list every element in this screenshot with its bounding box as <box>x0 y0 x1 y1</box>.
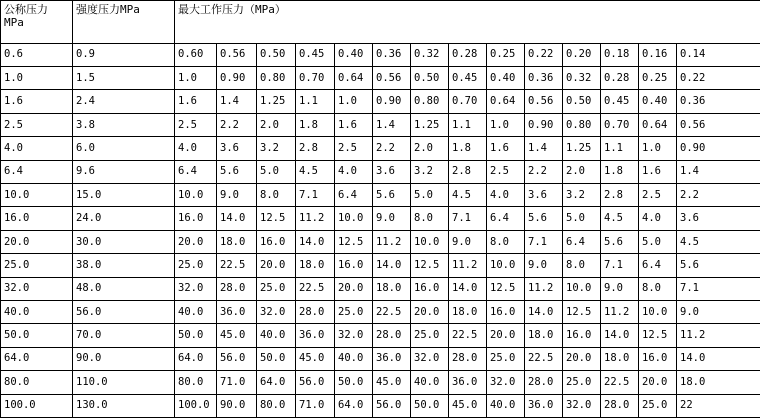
working-pressure-cell: 80.0 <box>257 394 296 417</box>
working-pressure-cell: 9.0 <box>601 277 639 300</box>
working-pressure-cell: 28.0 <box>601 394 639 417</box>
working-pressure-cell: 0.32 <box>411 43 449 66</box>
working-pressure-cell: 16.0 <box>257 230 296 253</box>
working-pressure-cell: 0.40 <box>639 90 677 113</box>
test-pressure-cell: 70.0 <box>73 324 175 347</box>
working-pressure-cell: 2.5 <box>639 184 677 207</box>
working-pressure-cell: 0.56 <box>217 43 257 66</box>
working-pressure-cell: 45.0 <box>373 371 411 394</box>
working-pressure-cell: 14.0 <box>525 301 563 324</box>
working-pressure-cell: 0.25 <box>639 67 677 90</box>
working-pressure-cell: 14.0 <box>601 324 639 347</box>
test-pressure-cell: 15.0 <box>73 184 175 207</box>
working-pressure-cell: 0.56 <box>373 67 411 90</box>
working-pressure-cell: 0.18 <box>601 43 639 66</box>
nominal-pressure-cell: 25.0 <box>1 254 73 277</box>
working-pressure-cell: 16.0 <box>335 254 373 277</box>
working-pressure-cell: 1.25 <box>411 113 449 136</box>
working-pressure-cell: 71.0 <box>296 394 335 417</box>
nominal-pressure-cell: 10.0 <box>1 184 73 207</box>
working-pressure-cell: 0.60 <box>175 43 217 66</box>
table-row <box>1 371 760 394</box>
table-row <box>1 43 760 66</box>
working-pressure-cell: 4.0 <box>487 184 525 207</box>
working-pressure-cell: 5.6 <box>217 160 257 183</box>
working-pressure-cell: 2.8 <box>449 160 487 183</box>
working-pressure-cell: 18.0 <box>449 301 487 324</box>
working-pressure-cell: 3.2 <box>563 184 601 207</box>
working-pressure-cell: 7.1 <box>601 254 639 277</box>
nominal-pressure-cell: 50.0 <box>1 324 73 347</box>
working-pressure-cell: 25.0 <box>563 371 601 394</box>
working-pressure-cell: 2.8 <box>601 184 639 207</box>
test-pressure-cell: 130.0 <box>73 394 175 417</box>
working-pressure-cell: 0.70 <box>601 113 639 136</box>
working-pressure-cell: 5.0 <box>563 207 601 230</box>
working-pressure-cell: 36.0 <box>217 301 257 324</box>
working-pressure-cell: 18.0 <box>525 324 563 347</box>
working-pressure-cell: 0.25 <box>487 43 525 66</box>
working-pressure-cell: 2.2 <box>373 137 411 160</box>
table-row <box>1 324 760 347</box>
working-pressure-cell: 25.0 <box>335 301 373 324</box>
nominal-pressure-cell: 64.0 <box>1 347 73 370</box>
nominal-pressure-header-line-2: MPa <box>4 16 24 29</box>
working-pressure-cell: 1.8 <box>296 113 335 136</box>
nominal-pressure-cell: 32.0 <box>1 277 73 300</box>
working-pressure-cell: 0.20 <box>563 43 601 66</box>
working-pressure-cell: 2.5 <box>175 113 217 136</box>
working-pressure-cell: 18.0 <box>601 347 639 370</box>
working-pressure-cell: 0.50 <box>411 67 449 90</box>
working-pressure-cell: 4.0 <box>175 137 217 160</box>
working-pressure-cell: 40.0 <box>175 301 217 324</box>
working-pressure-cell: 0.22 <box>677 67 760 90</box>
nominal-pressure-cell: 40.0 <box>1 301 73 324</box>
working-pressure-cell: 0.64 <box>639 113 677 136</box>
working-pressure-cell: 0.36 <box>677 90 760 113</box>
working-pressure-cell: 9.0 <box>373 207 411 230</box>
working-pressure-cell: 20.0 <box>175 230 217 253</box>
working-pressure-cell: 5.6 <box>601 230 639 253</box>
working-pressure-cell: 18.0 <box>217 230 257 253</box>
working-pressure-cell: 2.8 <box>296 137 335 160</box>
working-pressure-cell: 11.2 <box>677 324 760 347</box>
working-pressure-cell: 1.6 <box>639 160 677 183</box>
working-pressure-cell: 7.1 <box>525 230 563 253</box>
working-pressure-cell: 36.0 <box>525 394 563 417</box>
working-pressure-cell: 8.0 <box>257 184 296 207</box>
nominal-pressure-header-line-1: 公称压力 <box>4 3 48 16</box>
working-pressure-cell: 0.28 <box>449 43 487 66</box>
working-pressure-cell: 22.5 <box>525 347 563 370</box>
working-pressure-cell: 28.0 <box>217 277 257 300</box>
working-pressure-cell: 12.5 <box>257 207 296 230</box>
working-pressure-cell: 3.6 <box>677 207 760 230</box>
working-pressure-cell: 6.4 <box>563 230 601 253</box>
working-pressure-cell: 2.2 <box>677 184 760 207</box>
table-row <box>1 160 760 183</box>
working-pressure-cell: 8.0 <box>639 277 677 300</box>
working-pressure-cell: 20.0 <box>563 347 601 370</box>
working-pressure-cell: 0.36 <box>373 43 411 66</box>
working-pressure-cell: 0.16 <box>639 43 677 66</box>
test-pressure-cell: 38.0 <box>73 254 175 277</box>
working-pressure-cell: 0.28 <box>601 67 639 90</box>
working-pressure-cell: 22.5 <box>373 301 411 324</box>
working-pressure-cell: 6.4 <box>335 184 373 207</box>
working-pressure-cell: 11.2 <box>373 230 411 253</box>
working-pressure-cell: 18.0 <box>296 254 335 277</box>
working-pressure-cell: 6.4 <box>639 254 677 277</box>
working-pressure-cell: 32.0 <box>335 324 373 347</box>
working-pressure-cell: 28.0 <box>373 324 411 347</box>
test-pressure-cell: 2.4 <box>73 90 175 113</box>
working-pressure-cell: 14.0 <box>449 277 487 300</box>
working-pressure-cell: 4.5 <box>296 160 335 183</box>
working-pressure-cell: 7.1 <box>296 184 335 207</box>
working-pressure-cell: 14.0 <box>373 254 411 277</box>
working-pressure-cell: 4.5 <box>601 207 639 230</box>
working-pressure-cell: 0.64 <box>335 67 373 90</box>
working-pressure-cell: 10.0 <box>639 301 677 324</box>
working-pressure-cell: 40.0 <box>487 394 525 417</box>
working-pressure-cell: 71.0 <box>217 371 257 394</box>
working-pressure-cell: 20.0 <box>411 301 449 324</box>
nominal-pressure-cell: 1.0 <box>1 67 73 90</box>
nominal-pressure-cell: 100.0 <box>1 394 73 417</box>
working-pressure-cell: 8.0 <box>487 230 525 253</box>
working-pressure-cell: 5.6 <box>373 184 411 207</box>
working-pressure-cell: 4.5 <box>449 184 487 207</box>
test-pressure-cell: 30.0 <box>73 230 175 253</box>
working-pressure-cell: 0.45 <box>296 43 335 66</box>
working-pressure-cell: 10.0 <box>487 254 525 277</box>
working-pressure-cell: 40.0 <box>257 324 296 347</box>
working-pressure-cell: 25.0 <box>639 394 677 417</box>
nominal-pressure-cell: 4.0 <box>1 137 73 160</box>
working-pressure-cell: 36.0 <box>373 347 411 370</box>
working-pressure-cell: 22.5 <box>217 254 257 277</box>
working-pressure-cell: 22 <box>677 394 760 417</box>
working-pressure-cell: 0.80 <box>257 67 296 90</box>
working-pressure-cell: 12.5 <box>487 277 525 300</box>
working-pressure-cell: 1.0 <box>335 90 373 113</box>
working-pressure-cell: 14.0 <box>217 207 257 230</box>
test-pressure-cell: 24.0 <box>73 207 175 230</box>
working-pressure-cell: 6.4 <box>175 160 217 183</box>
working-pressure-cell: 14.0 <box>677 347 760 370</box>
nominal-pressure-cell: 6.4 <box>1 160 73 183</box>
working-pressure-cell: 10.0 <box>411 230 449 253</box>
working-pressure-cell: 5.6 <box>677 254 760 277</box>
working-pressure-cell: 56.0 <box>217 347 257 370</box>
working-pressure-cell: 2.2 <box>217 113 257 136</box>
working-pressure-cell: 1.8 <box>601 160 639 183</box>
test-pressure-cell: 0.9 <box>73 43 175 66</box>
working-pressure-cell: 8.0 <box>411 207 449 230</box>
working-pressure-cell: 0.80 <box>563 113 601 136</box>
working-pressure-cell: 45.0 <box>217 324 257 347</box>
working-pressure-cell: 28.0 <box>525 371 563 394</box>
working-pressure-cell: 80.0 <box>175 371 217 394</box>
working-pressure-cell: 1.25 <box>563 137 601 160</box>
working-pressure-cell: 28.0 <box>296 301 335 324</box>
working-pressure-cell: 50.0 <box>335 371 373 394</box>
nominal-pressure-cell: 1.6 <box>1 90 73 113</box>
working-pressure-cell: 18.0 <box>677 371 760 394</box>
working-pressure-cell: 9.0 <box>217 184 257 207</box>
working-pressure-cell: 0.50 <box>563 90 601 113</box>
nominal-pressure-cell: 16.0 <box>1 207 73 230</box>
working-pressure-cell: 0.90 <box>217 67 257 90</box>
working-pressure-cell: 36.0 <box>449 371 487 394</box>
working-pressure-cell: 22.5 <box>449 324 487 347</box>
working-pressure-cell: 9.0 <box>449 230 487 253</box>
test-pressure-cell: 1.5 <box>73 67 175 90</box>
working-pressure-cell: 2.5 <box>335 137 373 160</box>
nominal-pressure-cell: 2.5 <box>1 113 73 136</box>
working-pressure-cell: 0.45 <box>449 67 487 90</box>
test-pressure-cell: 90.0 <box>73 347 175 370</box>
working-pressure-cell: 7.1 <box>677 277 760 300</box>
working-pressure-cell: 10.0 <box>563 277 601 300</box>
working-pressure-cell: 2.0 <box>563 160 601 183</box>
working-pressure-cell: 12.5 <box>639 324 677 347</box>
working-pressure-cell: 20.0 <box>487 324 525 347</box>
working-pressure-cell: 0.90 <box>373 90 411 113</box>
working-pressure-cell: 0.14 <box>677 43 760 66</box>
working-pressure-cell: 32.0 <box>257 301 296 324</box>
working-pressure-cell: 0.45 <box>601 90 639 113</box>
working-pressure-cell: 90.0 <box>217 394 257 417</box>
working-pressure-cell: 0.22 <box>525 43 563 66</box>
working-pressure-cell: 32.0 <box>563 394 601 417</box>
nominal-pressure-header <box>1 1 73 44</box>
working-pressure-cell: 32.0 <box>175 277 217 300</box>
working-pressure-cell: 11.2 <box>449 254 487 277</box>
working-pressure-cell: 5.6 <box>525 207 563 230</box>
table-row <box>1 113 760 136</box>
working-pressure-cell: 32.0 <box>487 371 525 394</box>
table-row <box>1 277 760 300</box>
working-pressure-cell: 1.1 <box>296 90 335 113</box>
working-pressure-cell: 1.4 <box>373 113 411 136</box>
table-row <box>1 394 760 417</box>
table-row <box>1 254 760 277</box>
working-pressure-cell: 64.0 <box>257 371 296 394</box>
test-pressure-cell: 48.0 <box>73 277 175 300</box>
working-pressure-cell: 22.5 <box>601 371 639 394</box>
working-pressure-cell: 0.90 <box>677 137 760 160</box>
working-pressure-cell: 12.5 <box>563 301 601 324</box>
working-pressure-cell: 1.1 <box>601 137 639 160</box>
test-pressure-cell: 56.0 <box>73 301 175 324</box>
working-pressure-cell: 1.25 <box>257 90 296 113</box>
table-row <box>1 90 760 113</box>
working-pressure-cell: 56.0 <box>296 371 335 394</box>
nominal-pressure-cell: 0.6 <box>1 43 73 66</box>
working-pressure-cell: 8.0 <box>563 254 601 277</box>
working-pressure-cell: 1.4 <box>217 90 257 113</box>
working-pressure-cell: 36.0 <box>296 324 335 347</box>
working-pressure-cell: 16.0 <box>487 301 525 324</box>
working-pressure-cell: 5.0 <box>257 160 296 183</box>
working-pressure-cell: 0.36 <box>525 67 563 90</box>
working-pressure-cell: 1.0 <box>487 113 525 136</box>
working-pressure-cell: 3.6 <box>525 184 563 207</box>
working-pressure-cell: 0.50 <box>257 43 296 66</box>
working-pressure-cell: 5.0 <box>411 184 449 207</box>
working-pressure-cell: 11.2 <box>296 207 335 230</box>
working-pressure-cell: 16.0 <box>563 324 601 347</box>
working-pressure-cell: 20.0 <box>335 277 373 300</box>
working-pressure-cell: 25.0 <box>411 324 449 347</box>
working-pressure-cell: 20.0 <box>257 254 296 277</box>
working-pressure-cell: 0.40 <box>335 43 373 66</box>
working-pressure-cell: 1.6 <box>487 137 525 160</box>
working-pressure-cell: 0.90 <box>525 113 563 136</box>
working-pressure-cell: 50.0 <box>257 347 296 370</box>
working-pressure-cell: 10.0 <box>175 184 217 207</box>
working-pressure-cell: 0.56 <box>677 113 760 136</box>
working-pressure-cell: 1.4 <box>525 137 563 160</box>
working-pressure-cell: 12.5 <box>335 230 373 253</box>
working-pressure-cell: 50.0 <box>411 394 449 417</box>
working-pressure-cell: 1.0 <box>175 67 217 90</box>
working-pressure-cell: 11.2 <box>525 277 563 300</box>
working-pressure-cell: 12.5 <box>411 254 449 277</box>
working-pressure-cell: 16.0 <box>639 347 677 370</box>
table-row <box>1 67 760 90</box>
working-pressure-cell: 3.2 <box>257 137 296 160</box>
working-pressure-cell: 3.6 <box>217 137 257 160</box>
working-pressure-cell: 0.64 <box>487 90 525 113</box>
working-pressure-cell: 16.0 <box>175 207 217 230</box>
test-pressure-cell: 110.0 <box>73 371 175 394</box>
working-pressure-cell: 1.4 <box>677 160 760 183</box>
working-pressure-cell: 1.8 <box>449 137 487 160</box>
working-pressure-cell: 0.32 <box>563 67 601 90</box>
table-row <box>1 137 760 160</box>
table-header-row <box>1 1 760 44</box>
working-pressure-cell: 0.56 <box>525 90 563 113</box>
working-pressure-cell: 0.40 <box>487 67 525 90</box>
working-pressure-cell: 2.0 <box>257 113 296 136</box>
table-row <box>1 230 760 253</box>
working-pressure-cell: 4.0 <box>639 207 677 230</box>
working-pressure-cell: 28.0 <box>449 347 487 370</box>
working-pressure-cell: 3.2 <box>411 160 449 183</box>
working-pressure-cell: 32.0 <box>411 347 449 370</box>
working-pressure-cell: 20.0 <box>639 371 677 394</box>
working-pressure-cell: 5.0 <box>639 230 677 253</box>
working-pressure-cell: 9.0 <box>525 254 563 277</box>
working-pressure-cell: 2.2 <box>525 160 563 183</box>
working-pressure-cell: 11.2 <box>601 301 639 324</box>
working-pressure-cell: 16.0 <box>411 277 449 300</box>
working-pressure-cell: 2.0 <box>411 137 449 160</box>
working-pressure-cell: 1.6 <box>175 90 217 113</box>
test-pressure-cell: 3.8 <box>73 113 175 136</box>
working-pressure-cell: 3.6 <box>373 160 411 183</box>
working-pressure-cell: 0.70 <box>296 67 335 90</box>
test-pressure-header: 强度压力MPa <box>73 1 175 44</box>
working-pressure-cell: 1.6 <box>335 113 373 136</box>
working-pressure-cell: 25.0 <box>487 347 525 370</box>
working-pressure-cell: 6.4 <box>487 207 525 230</box>
working-pressure-cell: 64.0 <box>175 347 217 370</box>
table-row <box>1 347 760 370</box>
working-pressure-cell: 1.0 <box>639 137 677 160</box>
working-pressure-cell: 40.0 <box>335 347 373 370</box>
working-pressure-cell: 14.0 <box>296 230 335 253</box>
working-pressure-cell: 7.1 <box>449 207 487 230</box>
table-row <box>1 184 760 207</box>
working-pressure-cell: 56.0 <box>373 394 411 417</box>
working-pressure-cell: 0.80 <box>411 90 449 113</box>
table-row <box>1 301 760 324</box>
test-pressure-cell: 9.6 <box>73 160 175 183</box>
working-pressure-cell: 4.0 <box>335 160 373 183</box>
test-pressure-cell: 6.0 <box>73 137 175 160</box>
working-pressure-cell: 4.5 <box>677 230 760 253</box>
nominal-pressure-cell: 20.0 <box>1 230 73 253</box>
working-pressure-cell: 45.0 <box>296 347 335 370</box>
working-pressure-cell: 1.1 <box>449 113 487 136</box>
working-pressure-cell: 40.0 <box>411 371 449 394</box>
working-pressure-header: 最大工作压力（MPa） <box>175 1 760 44</box>
nominal-pressure-cell: 80.0 <box>1 371 73 394</box>
table-row <box>1 207 760 230</box>
working-pressure-cell: 9.0 <box>677 301 760 324</box>
working-pressure-cell: 2.5 <box>487 160 525 183</box>
working-pressure-cell: 45.0 <box>449 394 487 417</box>
working-pressure-cell: 50.0 <box>175 324 217 347</box>
working-pressure-cell: 18.0 <box>373 277 411 300</box>
working-pressure-cell: 0.70 <box>449 90 487 113</box>
working-pressure-cell: 25.0 <box>257 277 296 300</box>
working-pressure-cell: 10.0 <box>335 207 373 230</box>
working-pressure-cell: 100.0 <box>175 394 217 417</box>
working-pressure-cell: 25.0 <box>175 254 217 277</box>
working-pressure-cell: 22.5 <box>296 277 335 300</box>
working-pressure-cell: 64.0 <box>335 394 373 417</box>
